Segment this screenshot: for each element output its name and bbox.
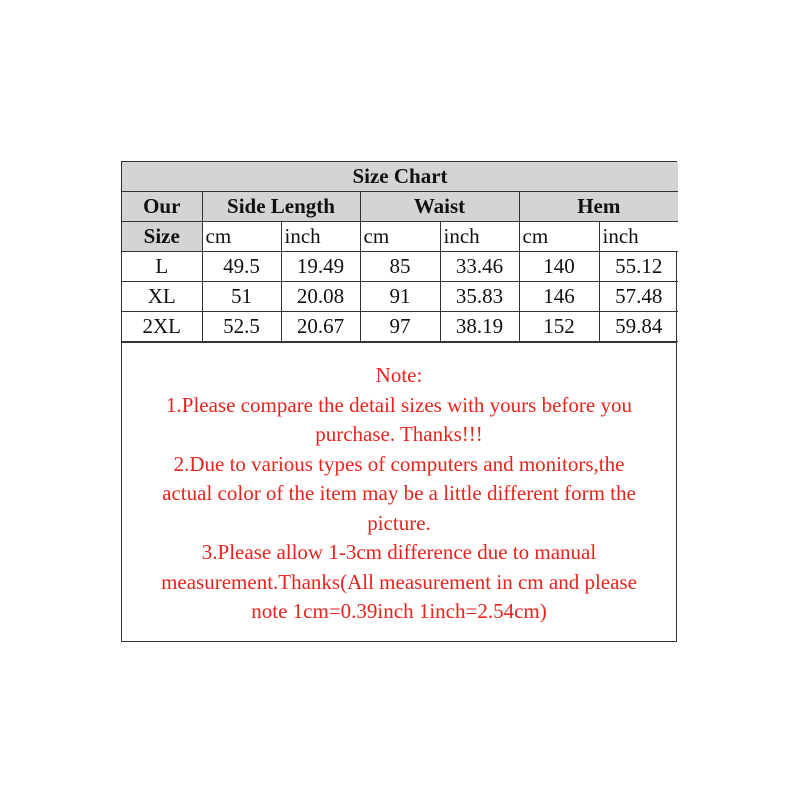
size-label: L — [122, 252, 202, 282]
size-label: 2XL — [122, 312, 202, 342]
table-cell: 85 — [360, 252, 440, 282]
size-chart-title: Size Chart — [122, 162, 678, 192]
table-cell: 57.48 — [599, 282, 678, 312]
table-row — [122, 252, 678, 282]
size-chart — [121, 161, 677, 642]
unit-cell: inch — [440, 222, 519, 252]
unit-row — [122, 222, 678, 252]
note-line: 2.Due to various types of computers and monitors,the — [173, 451, 625, 476]
table-cell: 140 — [519, 252, 599, 282]
table-cell: 35.83 — [440, 282, 519, 312]
note-heading: Note: — [375, 363, 423, 387]
table-row — [122, 312, 678, 342]
hem-header: Hem — [519, 192, 678, 222]
unit-cell: cm — [519, 222, 599, 252]
table-cell: 19.49 — [281, 252, 360, 282]
header-row — [122, 192, 678, 222]
side-length-header: Side Length — [202, 192, 360, 222]
note-line: measurement.Thanks(All measurement in cm and please — [161, 569, 637, 594]
table-cell: 152 — [519, 312, 599, 342]
waist-header: Waist — [360, 192, 519, 222]
note-line: note 1cm=0.39inch 1inch=2.54cm) — [251, 599, 547, 623]
table-cell: 33.46 — [440, 252, 519, 282]
size-label: XL — [122, 282, 202, 312]
table-cell: 91 — [360, 282, 440, 312]
unit-cell: cm — [360, 222, 440, 252]
size-column-header-bottom: Size — [122, 222, 202, 252]
table-row — [122, 282, 678, 312]
table-cell: 97 — [360, 312, 440, 342]
size-table — [122, 162, 678, 342]
note-line: actual color of the item may be a little different form the — [162, 481, 636, 505]
table-cell: 52.5 — [202, 312, 281, 342]
note-line: 3.Please allow 1-3cm difference due to manual — [201, 540, 597, 564]
note-line: purchase. Thanks!!! — [315, 422, 483, 446]
table-cell: 20.08 — [281, 282, 360, 312]
table-cell: 59.84 — [599, 312, 678, 342]
table-cell: 20.67 — [281, 312, 360, 342]
table-cell: 49.5 — [202, 252, 281, 282]
size-column-header-top: Our — [122, 192, 202, 222]
notes-section — [122, 342, 676, 641]
table-cell: 51 — [202, 282, 281, 312]
note-line: 1.Please compare the detail sizes with yours before you — [166, 392, 632, 417]
table-cell: 146 — [519, 282, 599, 312]
table-cell: 38.19 — [440, 312, 519, 342]
unit-cell: inch — [599, 222, 678, 252]
note-line: picture. — [367, 510, 431, 535]
unit-cell: cm — [202, 222, 281, 252]
table-cell: 55.12 — [599, 252, 678, 282]
unit-cell: inch — [281, 222, 360, 252]
